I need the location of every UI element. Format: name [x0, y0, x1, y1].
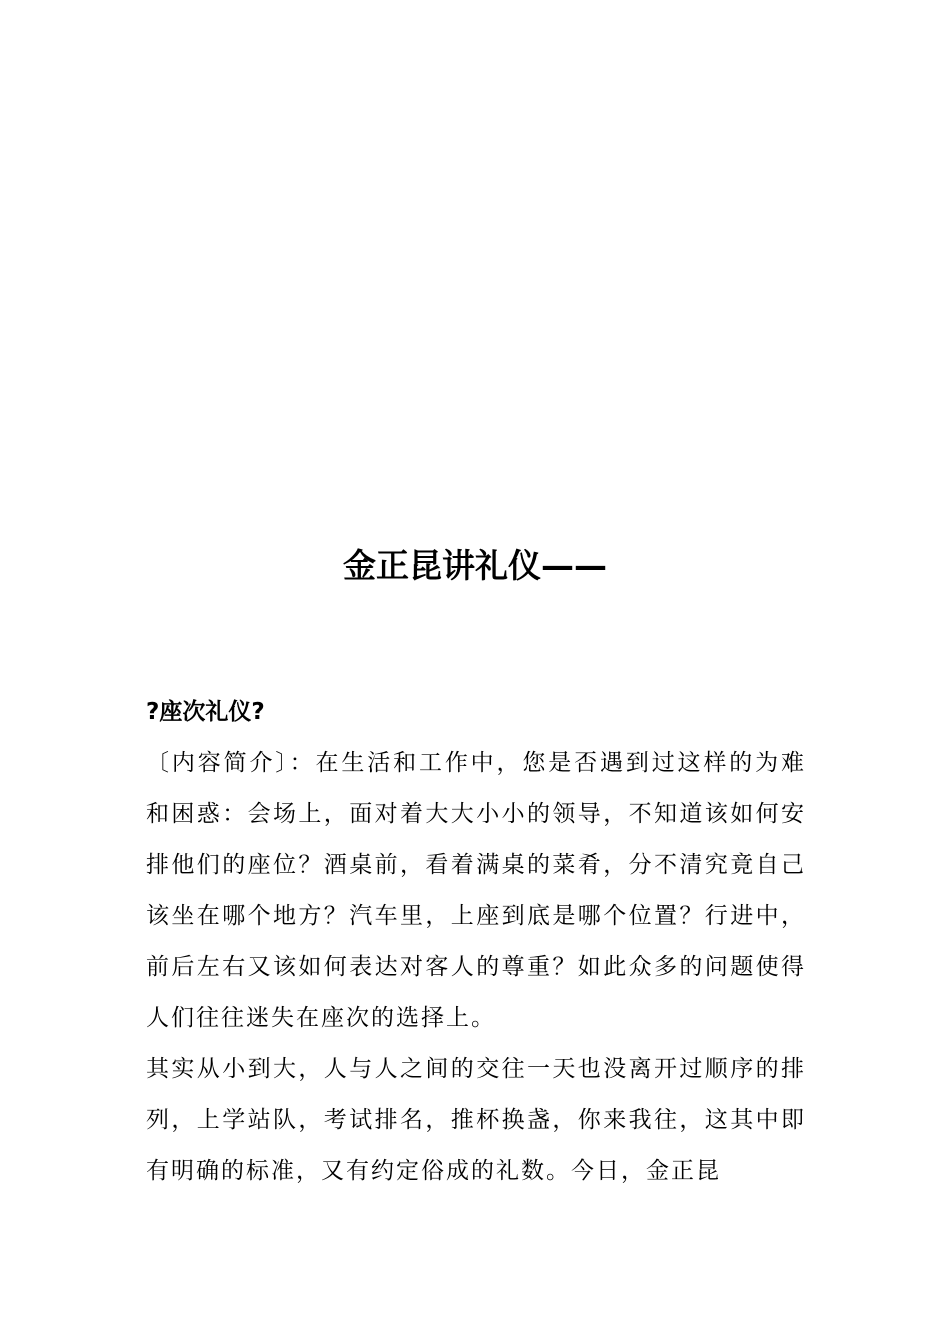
document-title: 金正昆讲礼仪——	[343, 546, 607, 585]
section-heading: ?座次礼仪?	[146, 699, 265, 725]
intro-paragraph: 〔内容简介〕：在生活和工作中，您是否遇到过这样的为难和困惑：会场上，面对着大大小小的领导，不知道该如何安排他们的座位？酒桌前，看着满桌的菜肴，分不清究竟自己该坐在哪个地方？汽车里，上座到底是哪个位置？行进中，前后左右又该如何表达对客人的尊重？如此众多的问题使得人们往往迷失在座次的选择上。	[146, 750, 806, 1031]
document-body	[146, 686, 806, 1197]
body-paragraph: 其实从小到大，人与人之间的交往一天也没离开过顺序的排列，上学站队，考试排名，推杯换盏，你来我往，这其中即有明确的标准，又有约定俗成的礼数。今日，金正昆	[146, 1056, 806, 1184]
